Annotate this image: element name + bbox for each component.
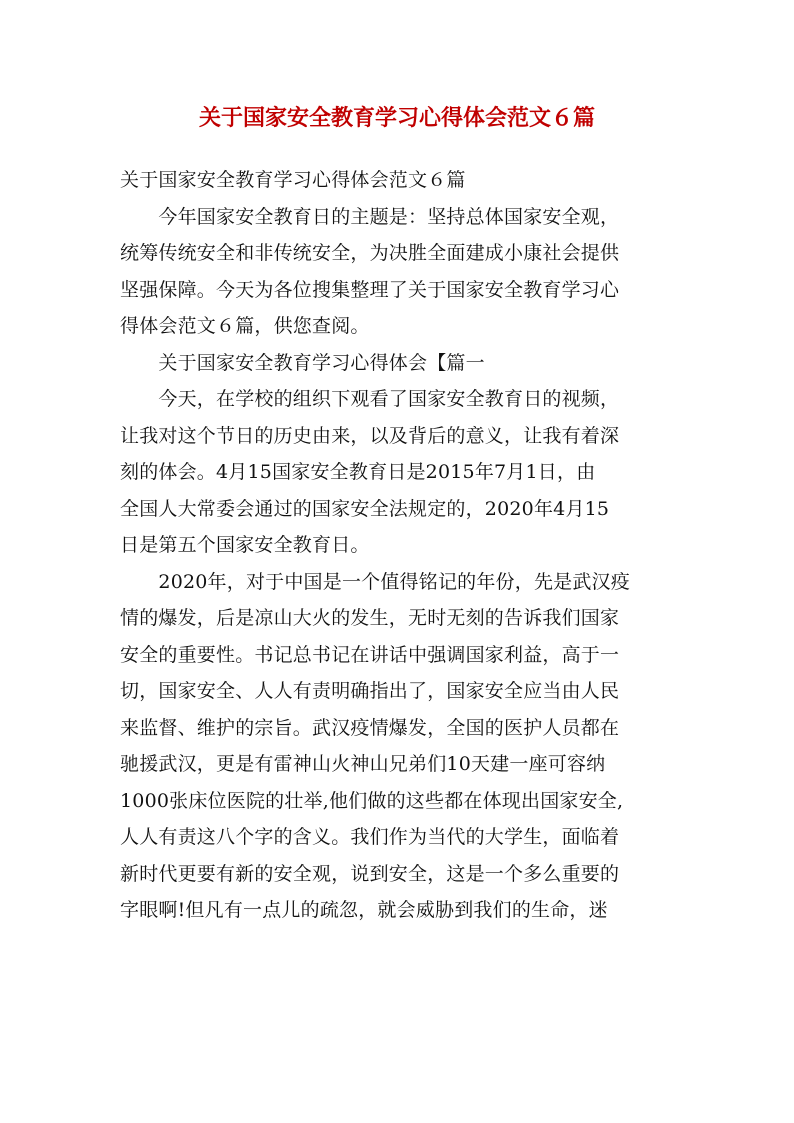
text-line: 2020年，对于中国是一个值得铭记的年份，先是武汉疫	[120, 570, 630, 593]
text-line: 新时代更要有新的安全观，说到安全，这是一个多么重要的	[120, 862, 620, 885]
text-line: 统筹传统安全和非传统安全，为决胜全面建成小康社会提供	[120, 242, 620, 264]
text-line: 坚强保障。今天为各位搜集整理了关于国家安全教育学习心	[120, 278, 620, 301]
text-line: 安全的重要性。书记总书记在讲话中强调国家利益，高于一	[120, 643, 620, 666]
text-line: 今年国家安全教育日的主题是：坚持总体国家安全观，	[120, 205, 620, 228]
text-line: 人人有责这八个字的含义。我们作为当代的大学生，面临着	[120, 826, 620, 848]
text-line: 全国人大常委会通过的国家安全法规定的，2020年4月15	[120, 497, 610, 520]
text-line: 1000张床位医院的壮举,他们做的这些都在体现出国家安全,	[120, 789, 624, 812]
text-line: 刻的体会。4月15国家安全教育日是2015年7月1日，由	[120, 461, 596, 483]
text-line: 字眼啊!但凡有一点儿的疏忽，就会威胁到我们的生命，迷	[120, 899, 608, 921]
document-body	[120, 162, 680, 929]
text-line: 驰援武汉，更是有雷神山火神山兄弟们10天建一座可容纳	[120, 753, 606, 775]
text-line: 情的爆发，后是凉山大火的发生，无时无刻的告诉我们国家	[120, 607, 620, 629]
text-line: 今天，在学校的组织下观看了国家安全教育日的视频，	[120, 388, 620, 410]
text-line: 切，国家安全、人人有责明确指出了，国家安全应当由人民	[120, 680, 620, 702]
text-line: 关于国家安全教育学习心得体会【篇一	[120, 351, 485, 374]
text-line: 来监督、维护的宗旨。武汉疫情爆发，全国的医护人员都在	[120, 716, 620, 739]
text-line: 得体会范文６篇，供您查阅。	[120, 315, 370, 337]
text-line: 让我对这个节日的历史由来，以及背后的意义，让我有着深	[120, 424, 620, 447]
text-line: 日是第五个国家安全教育日。	[120, 534, 370, 556]
document-title: 关于国家安全教育学习心得体会范文６篇	[198, 105, 595, 131]
text-line: 关于国家安全教育学习心得体会范文６篇	[120, 169, 466, 191]
